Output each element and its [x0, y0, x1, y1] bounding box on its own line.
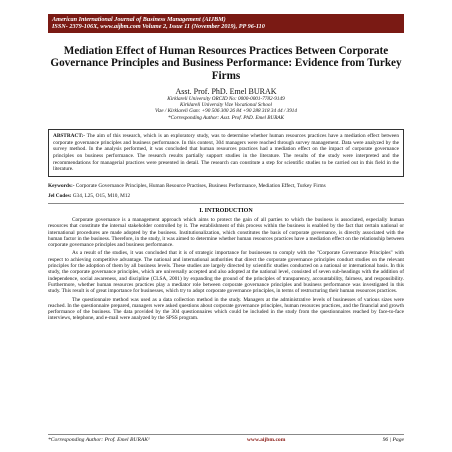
affiliation-line: Kirklareli University ORCID No: 0000-0001-7782-9149	[167, 95, 285, 102]
footer-corresponding: *Corresponding Author: Prof. Emel BURAK¹	[48, 437, 150, 443]
body-paragraph: The questionnaire method was used as a data collection method in the study. Managers at the administrative levels of businesses of various sizes were reached. In the questionnaire prepared, managers were asked questions about corporate governance principles, human resources practices, and the financial and growth performance of the business. The data provided by the 304 questionnaires which could be included in the study from the questionnaires reached by face-to-face interviews, telephone, and e-mail were analyzed by the SPSS program.	[48, 296, 404, 322]
divider	[48, 203, 404, 204]
footer-page-number: 96 | Page	[382, 437, 404, 443]
abstract-box	[48, 129, 404, 177]
abstract-text: The aim of this research, which is an exploratory study, was to determine whether human resources practices have a mediation effect between corporate governance principles and business performance. In this context, 304 managers were reached through survey management. Data were analyzed by the survey method. In the analysis performed, it was concluded that human resources practices had a mediation effect on the impact of corporate governance principles on business performance. The research results partially support studies in the literature. The results of the study were interpreted and the recommendations for managerial practices were presented in detail. The research can constitute a step for scientific studies to be carried out in this field in the literature.	[53, 133, 399, 173]
footer-url[interactable]: www.aijbm.com	[246, 437, 286, 443]
page-footer	[48, 434, 404, 444]
body-paragraph: As a result of the studies, it was concluded that it is of strategic importance for businesses to comply with the "Corporate Governance Principles" with respect to achieving competitive advantage. The national and international authorities that direct the corporate governance principles conduct studies on the relevant principles for the adoption of them by all business levels. These studies are largely directed by scientific studies conducted on a national or international basis. In this study, the corporate governance principles, which are universally accepted and also adopted at the national level, consisted of seven sub-headings with the addition of independence, social awareness, and discipline (CLSA, 2001) by expanding the ground of the principles of transparency, accountability, fairness, and responsibility. Furthermore, whether human resources practices play a mediator role between corporate governance principles and business performance was investigated in this study. This result is of great importance for businesses, which try to adopt corporate governance principles, in terms of restructuring their human resources practices.	[48, 250, 404, 295]
body-paragraph: Corporate governance is a management approach which aims to protect the gain of all parties to which the business is associated, especially human resources that constitute the internal stakeholder controlled by it. The establishment of this process within the business is enabled by the fact that certain national or international procedures are made adopted by the business. Institutionalization, which constitutes the basis of corporate governance, is directly associated with the human factor in the business. Therefore, in the study, it was aimed to determine whether human resources practices have a mediation effect on the relationship between corporate governance principles and business performance.	[48, 216, 404, 249]
jel-label: Jel Codes:	[48, 193, 72, 200]
corresponding-author-line: *Corresponding Author: Asst. Prof. PhD. Emel BURAK	[168, 114, 284, 121]
affiliation-line: Vize / Kirklareli Gsm: +90 506 300 26 84 +90 288 318 34 44 / 3914	[154, 108, 297, 115]
jel-codes	[48, 193, 404, 200]
keywords-text: Corporate Governance Principles, Human Resource Practises, Business Performance, Mediation Effect, Turkey Firms	[74, 182, 326, 189]
journal-name: American International Journal of Business Management (AIJBM)	[52, 16, 226, 23]
journal-header	[48, 14, 404, 33]
affiliation-block	[48, 96, 404, 122]
affiliation-line: Kirklareli University Vize Vocational School	[180, 102, 272, 108]
section-heading: I. INTRODUCTION	[199, 207, 253, 214]
jel-text: G34, L25, O15, M10, M12	[71, 193, 131, 200]
journal-issn: ISSN- 2379-106X, www.aijbm.com Volume 2, Issue 11 (November 2019), PP 96-110	[52, 23, 400, 30]
abstract-label: ABSTRACT:-	[53, 133, 85, 140]
paper-title: Mediation Effect of Human Resources Practices Between Corporate Governance Principles and Business Performance: Evidence from Turkey Firms	[50, 44, 402, 82]
keywords-label: Keywords:-	[48, 182, 75, 189]
author-name: Asst. Prof. PhD. Emel BURAK	[175, 86, 277, 96]
keywords	[48, 183, 404, 190]
